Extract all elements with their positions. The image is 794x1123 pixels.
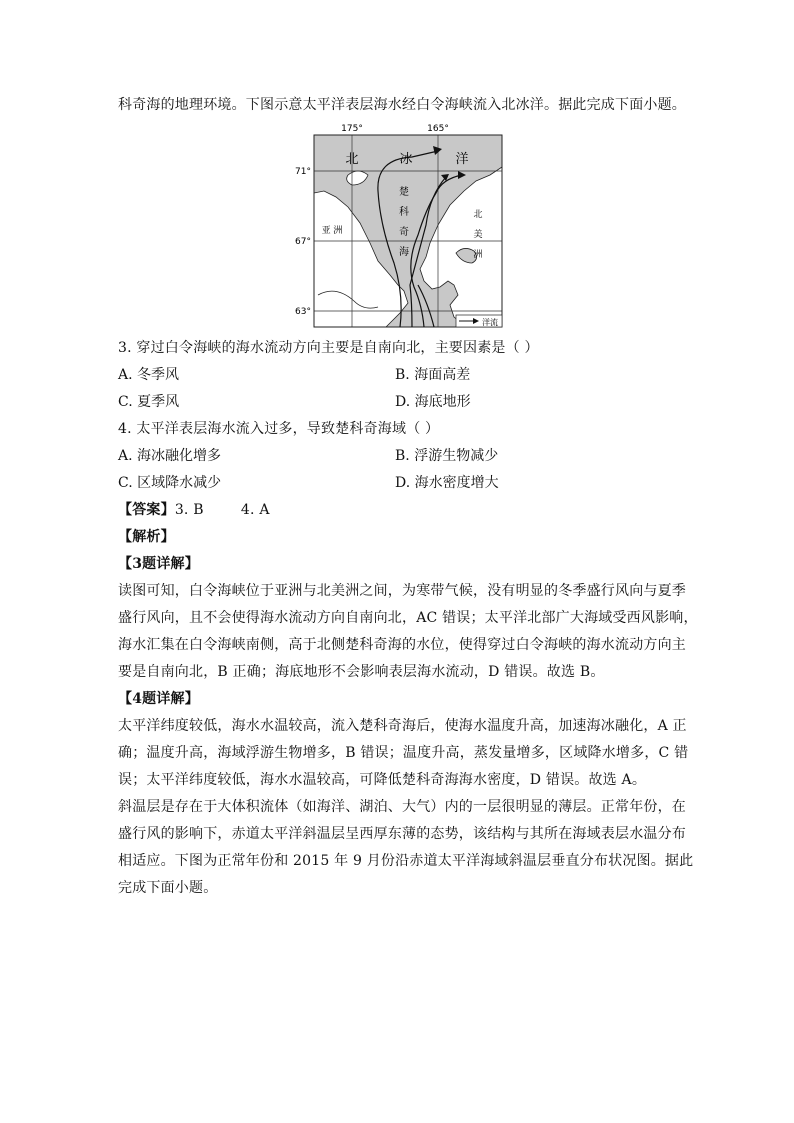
next-intro-line: 相适应。下图为正常年份和 2015 年 9 月份沿赤道太平洋海域斜温层垂直分布状况图。据此	[118, 853, 694, 869]
q3-option-d: D. 海底地形	[395, 394, 471, 410]
next-intro-line: 完成下面小题。	[118, 880, 218, 896]
q4-option-d: D. 海水密度增大	[395, 475, 499, 491]
next-intro-line: 斜温层是存在于大体积流体（如海洋、湖泊、大气）内的一层很明显的薄层。正常年份，在	[118, 799, 686, 815]
next-intro-line: 盛行风的影响下，赤道太平洋斜温层呈西厚东薄的态势，该结构与其所在海域表层水温分布	[118, 826, 686, 842]
lat-label-67: 67°	[295, 237, 311, 247]
q3-detail-line: 读图可知，白令海峡位于亚洲与北美洲之间，为寒带气候，没有明显的冬季盛行风向与夏季	[118, 583, 686, 599]
q4-option-b: B. 浮游生物减少	[395, 448, 499, 464]
q3-detail-label: 【3题详解】	[118, 556, 199, 572]
q4-detail-line: 误；太平洋纬度较低，海水水温较高，可降低楚科奇海海水密度，D 错误。故选 A。	[118, 772, 647, 788]
sea-label-1: 楚	[399, 187, 409, 198]
answer-label: 【答案】	[118, 502, 175, 518]
lon-label-175: 175°	[341, 124, 363, 134]
q4-option-a: A. 海冰融化增多	[118, 448, 222, 464]
q3-option-b: B. 海面高差	[395, 367, 471, 383]
sea-label-2: 科	[399, 207, 409, 218]
ocean-label-3: 洋	[455, 152, 469, 167]
answer-line	[118, 500, 270, 520]
legend-label: 洋流	[482, 318, 498, 327]
q4-detail-line: 确；温度升高，海域浮游生物增多，B 错误；温度升高，蒸发量增多，区域降水增多，C 错	[118, 745, 689, 761]
q3-detail-line: 海水汇集在白令海峡南侧，高于北侧楚科奇海的水位，使得穿过白令海峡的海水流动方向主	[118, 637, 686, 653]
na-label-1: 北	[473, 210, 483, 220]
q4-detail-label: 【4题详解】	[118, 691, 199, 707]
q3-detail-line: 要是自南向北，B 正确；海底地形不会影响表层海水流动，D 错误。故选 B。	[118, 664, 605, 680]
q3-option-a: A. 冬季风	[118, 367, 180, 383]
q3-option-c: C. 夏季风	[118, 394, 180, 410]
lat-label-71: 71°	[295, 167, 311, 177]
q4-detail-line: 太平洋纬度较低，海水水温较高，流入楚科奇海后，使海水温度升高，加速海冰融化，A 正	[118, 718, 687, 734]
q3-detail-line: 盛行风向，且不会使得海水流动方向自南向北，AC 错误；太平洋北部广大海域受西风影响，	[118, 610, 698, 626]
answer-text: 3. B 4. A	[174, 502, 270, 518]
ocean-label-2: 冰	[399, 152, 413, 167]
lon-label-165: 165°	[427, 124, 449, 134]
intro-line: 科奇海的地理环境。下图示意太平洋表层海水经白令海峡流入北冰洋。据此完成下面小题。	[118, 97, 686, 113]
sea-label-3: 奇	[399, 227, 409, 238]
ocean-label-1: 北	[345, 152, 359, 167]
na-label-3: 洲	[473, 250, 483, 260]
bering-strait-map	[290, 120, 510, 332]
lat-label-63: 63°	[295, 307, 311, 317]
analysis-label: 【解析】	[118, 529, 175, 545]
q4-stem: 4. 太平洋表层海水流入过多，导致楚科奇海域（ ）	[118, 421, 440, 437]
q3-stem: 3. 穿过白令海峡的海水流动方向主要是自南向北，主要因素是（ ）	[118, 340, 539, 356]
asia-label: 亚 洲	[321, 226, 343, 236]
na-label-2: 美	[473, 230, 483, 240]
q4-option-c: C. 区域降水减少	[118, 475, 222, 491]
sea-label-4: 海	[399, 247, 409, 258]
